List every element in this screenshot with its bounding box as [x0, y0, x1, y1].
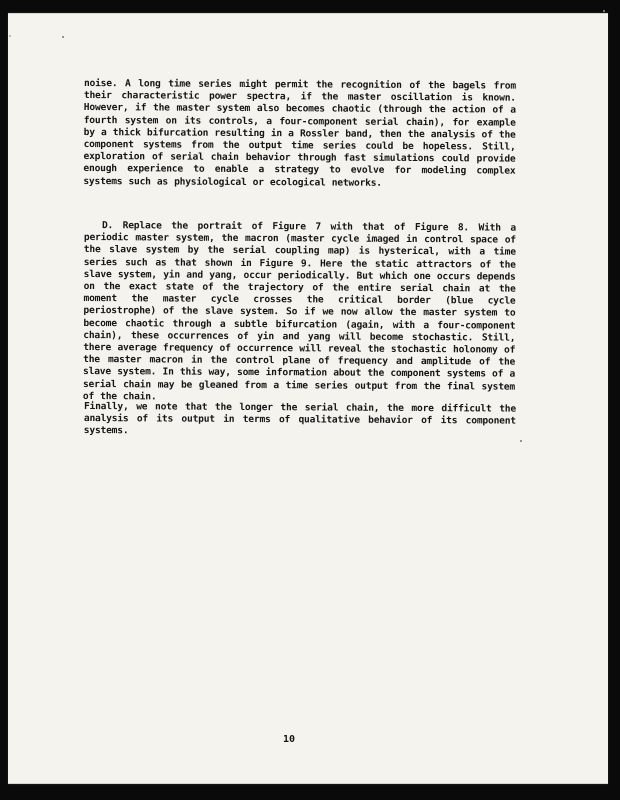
- dust-speck: [9, 35, 11, 37]
- paragraph-figure-replacement: D. Replace the portrait of Figure 7 with that of Figure 8. With a periodic master system, the macron (master cycle imaged in control space of the slave system by the serial coupling map) is hysterical, with a time series such as that shown in Figure 9. Here the static attractors of the slave system, yin and yang, occur periodically. But which one occurs depends on the exact state of the trajectory of the entire serial chain at the moment the master cycle crosses the critical border (blue cycle periostrophe) of the slave system. So if we now allow the master system to become chaotic through a subtle bifurcation (again, with a four-component chain), these occurrences of yin and yang will become stochastic. Still, there average frequency of occurrence will reveal the stochastic holonomy of the master macron in the control plane of frequency and amplitude of the slave system. In this way, some information about the component systems of a serial chain may be gleaned from a time series output from the final system of the chain.: [82, 220, 516, 403]
- dust-speck: [603, 10, 605, 12]
- page-bottom-edge: [8, 783, 608, 784]
- dust-speck: [520, 440, 522, 442]
- page-top-edge: [8, 13, 608, 14]
- page-number: 10: [283, 734, 296, 745]
- paragraph-noise: noise. A long time series might permit the recognition of the bagels from their characteristic power spectra, if the master oscillation is known. However, if the master system also becomes chaotic (through the action of a fourth system on its controls, a four-component serial chain), for example by a thick bifurcation resulting in a Rossler band, then the analysis of the component systems from the output time series could be hopeless. Still, exploration of serial chain behavior through fast simulations could provide enough experience to enable a strategy to evolve for modeling complex systems such as physiological or ecological networks.: [83, 78, 516, 189]
- dust-speck: [62, 36, 64, 38]
- paragraph-conclusion: Finally, we note that the longer the serial chain, the more difficult the analysis of its output in terms of qualitative behavior of its component systems.: [83, 401, 516, 437]
